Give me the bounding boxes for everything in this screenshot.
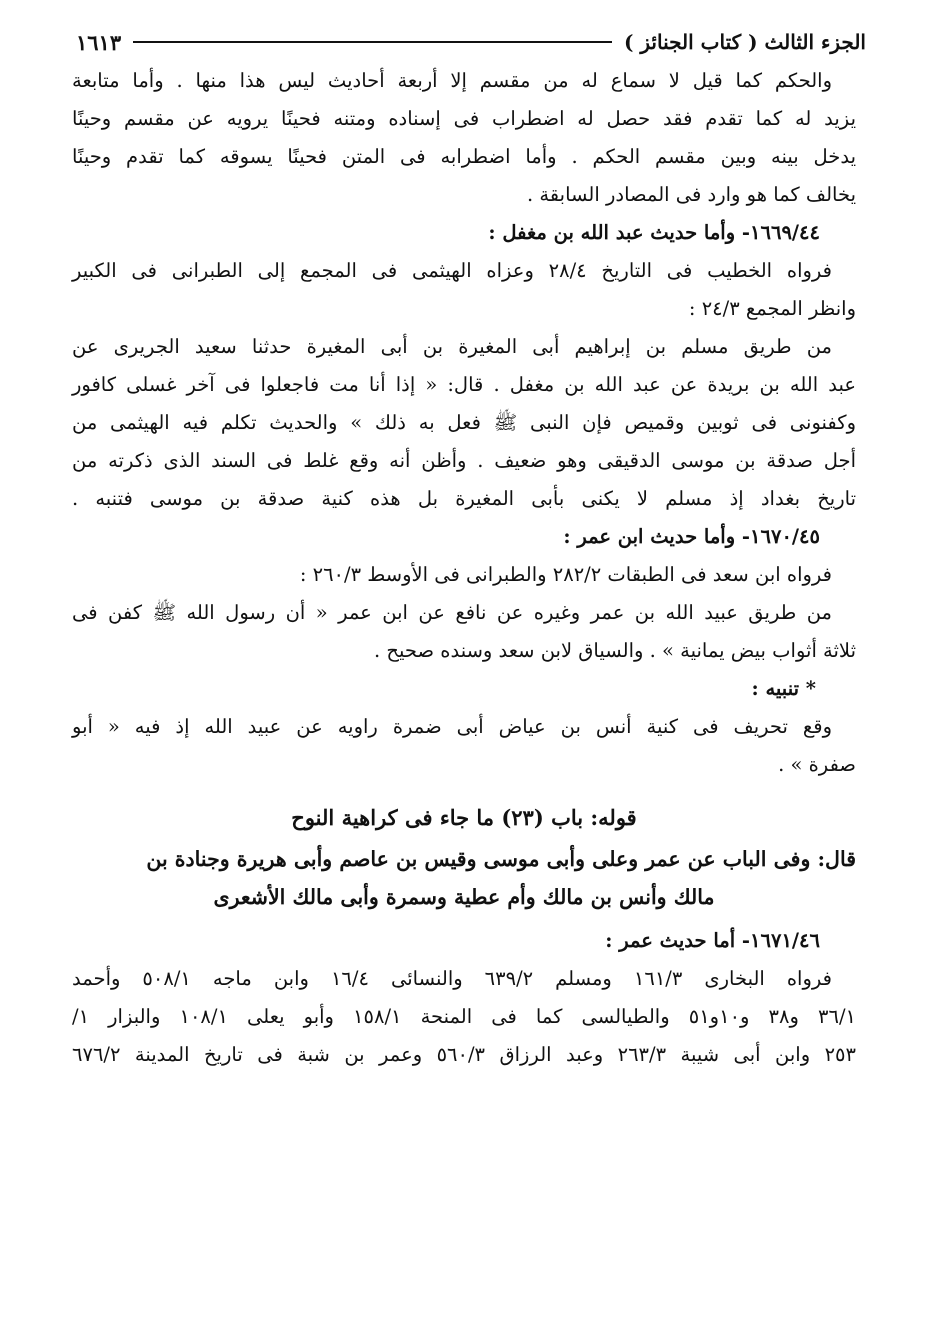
text-line: يزيد له كما تقدم فقد حصل له اضطراب فى إسناده ومتنه فحينًا يرويه عن مقسم وحينًا bbox=[72, 107, 856, 130]
page-header bbox=[76, 22, 866, 62]
chapter-heading: قوله: باب (٢٣) ما جاء فى كراهية النوح bbox=[291, 805, 637, 830]
note-heading: * تنبيه : bbox=[751, 677, 816, 700]
hadith-heading-1671: ١٦٧١/٤٦- أما حديث عمر : bbox=[605, 929, 820, 952]
qaal-line: مالك وأنس بن مالك وأم عطية وسمرة وأبى مالك الأشعرى bbox=[213, 885, 715, 909]
page-number: ١٦١٣ bbox=[76, 29, 122, 55]
text-line: فرواه الخطيب فى التاريخ ٢٨/٤ وعزاه الهيثمى فى المجمع إلى الطبرانى فى الكبير bbox=[72, 259, 832, 282]
text-line: عبد الله بن بريدة عن عبد الله بن مغفل . قال: « إذا أنا مت فاجعلوا فى آخر غسلى كافور bbox=[72, 373, 856, 396]
text-line: فرواه البخارى ١٦١/٣ ومسلم ٦٣٩/٢ والنسائى ١٦/٤ وابن ماجه ٥٠٨/١ وأحمد bbox=[72, 967, 832, 990]
header-rule bbox=[133, 41, 612, 43]
text-line: صفرة » . bbox=[778, 753, 856, 776]
text-line: وكفنونى فى ثوبين وقميص فإن النبى ﷺ فعل به ذلك » والحديث تكلم فيه الهيثمى من bbox=[72, 411, 856, 434]
text-line: ٢٥٣ وابن أبى شيبة ٢٦٣/٣ وعبد الرزاق ٥٦٠/٣ وعمر بن شبة فى تاريخ المدينة ٦٧٦/٢ bbox=[72, 1043, 856, 1066]
text-line: ثلاثة أثواب بيض يمانية » . والسياق لابن سعد وسنده صحيح . bbox=[374, 639, 856, 662]
text-line: وانظر المجمع ٢٤/٣ : bbox=[688, 297, 856, 320]
text-line: من طريق مسلم بن إبراهيم أبى المغيرة بن أبى المغيرة حدثنا سعيد الجريرى عن bbox=[72, 335, 832, 358]
text-line: فرواه ابن سعد فى الطبقات ٢٨٢/٢ والطبرانى فى الأوسط ٢٦٠/٣ : bbox=[299, 563, 832, 586]
text-line: أجل صدقة بن موسى الدقيقى وهو ضعيف . وأظن أنه وقع غلط فى السند الذى ذكرته من bbox=[72, 449, 856, 472]
text-line: من طريق عبيد الله بن عمر وغيره عن نافع عن ابن عمر « أن رسول الله ﷺ كفن فى bbox=[72, 601, 832, 624]
text-line: يدخل بينه وبين مقسم الحكم . وأما اضطرابه فى المتن فحينًا يسوقه كما تقدم وحينًا bbox=[72, 145, 856, 168]
text-line: يخالف كما هو وارد فى المصادر السابقة . bbox=[526, 183, 856, 206]
running-title: الجزء الثالث ( كتاب الجنائز ) bbox=[623, 30, 866, 54]
main-text bbox=[72, 62, 856, 1074]
text-line: ٣٦/١ و٣٨ و١٠و٥١ والطيالسى كما فى المنحة ١٥٨/١ وأبو يعلى ١٠٨/١ والبزار ١/ bbox=[72, 1005, 856, 1028]
hadith-heading-1670: ١٦٧٠/٤٥- وأما حديث ابن عمر : bbox=[563, 525, 820, 548]
hadith-heading-1669: ١٦٦٩/٤٤- وأما حديث عبد الله بن مغفل : bbox=[488, 221, 820, 244]
text-line: والحكم كما قيل لا سماع له من مقسم إلا أربعة أحاديث ليس هذا منها . وأما متابعة bbox=[72, 69, 832, 92]
text-line: تاريخ بغداد إذ مسلم لا يكنى بأبى المغيرة بل هذه كنية صدقة بن موسى فتنبه . bbox=[72, 487, 856, 510]
text-line: وقع تحريف فى كنية أنس بن عياض أبى ضمرة راويه عن عبيد الله إذ فيه « أبو bbox=[72, 715, 832, 738]
qaal-line: قال: وفى الباب عن عمر وعلى وأبى موسى وقيس بن عاصم وأبى هريرة وجنادة بن bbox=[146, 847, 856, 871]
